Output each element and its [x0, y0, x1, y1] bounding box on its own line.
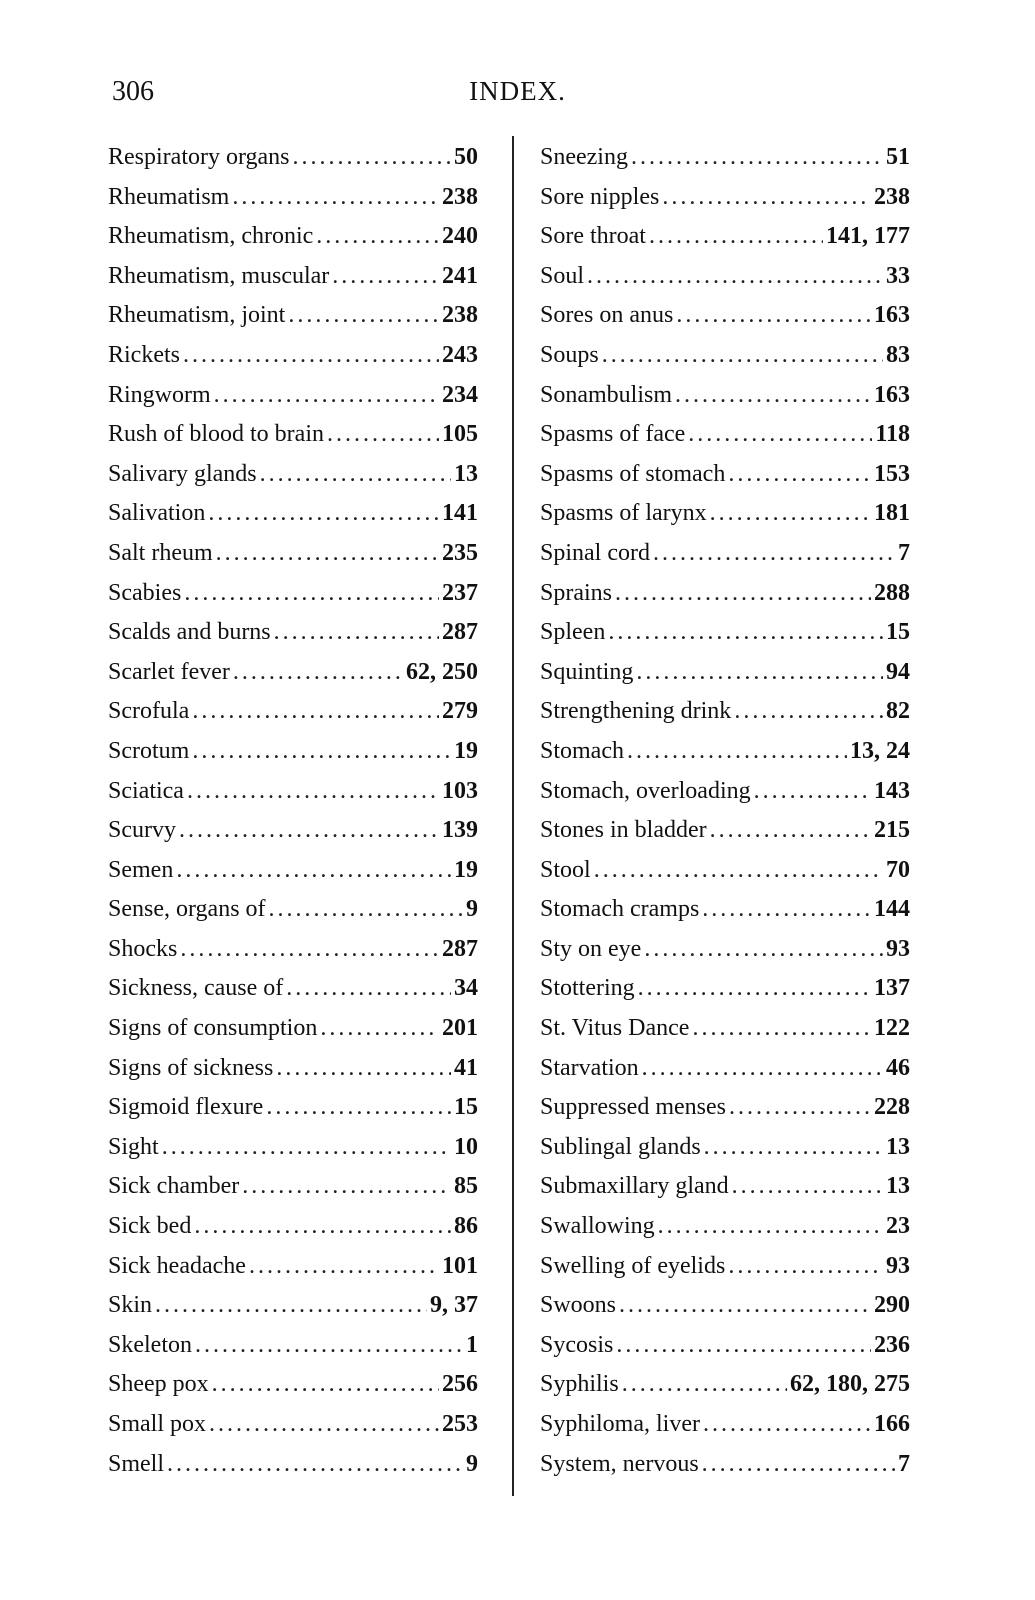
index-page-ref: 201	[442, 1015, 478, 1042]
index-page-ref: 7	[898, 539, 910, 566]
dot-leader	[702, 896, 871, 923]
dot-leader	[274, 619, 439, 646]
index-term: Sty on eye	[540, 935, 642, 962]
index-page-ref: 141, 177	[826, 223, 910, 250]
index-term: Spasms of stomach	[540, 460, 726, 487]
index-page-ref: 235	[442, 539, 478, 566]
dot-leader	[180, 936, 439, 963]
index-page-ref: 9	[466, 896, 478, 923]
dot-leader	[192, 738, 451, 765]
dot-leader	[242, 1173, 451, 1200]
index-entry	[540, 302, 910, 342]
index-entry	[540, 896, 910, 936]
dot-leader	[276, 1055, 451, 1082]
dot-leader	[327, 421, 439, 448]
index-term: Strengthening drink	[540, 698, 732, 725]
index-page-ref: 1	[466, 1331, 478, 1358]
dot-leader	[728, 461, 871, 488]
index-entry	[108, 1015, 478, 1055]
dot-leader	[653, 540, 895, 567]
index-term: Sciatica	[108, 777, 184, 804]
index-term: Sores on anus	[540, 302, 674, 329]
index-entry	[108, 698, 478, 738]
index-entry	[540, 1134, 910, 1174]
index-entry	[540, 263, 910, 303]
index-term: Sight	[108, 1133, 159, 1160]
index-entry	[108, 659, 478, 699]
index-term: Rheumatism	[108, 183, 230, 210]
index-entry	[108, 1451, 478, 1491]
index-entry	[108, 778, 478, 818]
index-term: Spasms of larynx	[540, 500, 707, 527]
index-column-left	[108, 144, 478, 1490]
index-term: Rush of blood to brain	[108, 421, 324, 448]
index-page-ref: 215	[874, 817, 910, 844]
dot-leader	[728, 1253, 883, 1280]
index-term: Sick headache	[108, 1252, 246, 1279]
index-term: Scalds and burns	[108, 619, 271, 646]
dot-leader	[587, 263, 883, 290]
dot-leader	[631, 144, 883, 171]
index-page-ref: 287	[442, 619, 478, 646]
index-term: Salt rheum	[108, 539, 213, 566]
index-entry	[540, 540, 910, 580]
index-term: Rheumatism, chronic	[108, 223, 314, 250]
index-page-ref: 33	[886, 262, 910, 289]
dot-leader	[194, 1213, 451, 1240]
dot-leader	[293, 144, 451, 171]
dot-leader	[232, 184, 439, 211]
index-page-ref: 105	[442, 421, 478, 448]
dot-leader	[732, 1173, 883, 1200]
index-page-ref: 236	[874, 1331, 910, 1358]
dot-leader	[162, 1134, 451, 1161]
dot-leader	[615, 580, 871, 607]
index-term: Skeleton	[108, 1331, 192, 1358]
index-term: Syphilis	[540, 1371, 619, 1398]
index-entry	[108, 1094, 478, 1134]
index-entry	[108, 936, 478, 976]
dot-leader	[209, 1411, 439, 1438]
index-term: Sick chamber	[108, 1173, 240, 1200]
index-entry	[540, 1371, 910, 1411]
index-term: Respiratory organs	[108, 144, 290, 170]
index-entry	[108, 619, 478, 659]
index-page-ref: 46	[886, 1054, 910, 1081]
index-page-ref: 83	[886, 341, 910, 368]
index-page-ref: 166	[874, 1411, 910, 1437]
index-entry	[540, 857, 910, 897]
index-entry	[108, 1173, 478, 1213]
index-page-ref: 103	[442, 777, 478, 804]
index-entry	[540, 1253, 910, 1293]
index-entry	[540, 1094, 910, 1134]
dot-leader	[179, 817, 439, 844]
dot-leader	[183, 342, 439, 369]
index-entry	[108, 738, 478, 778]
dot-leader	[688, 421, 872, 448]
index-page-ref: 144	[874, 896, 910, 923]
index-page-ref: 241	[442, 262, 478, 289]
index-page-ref: 85	[454, 1173, 478, 1200]
index-column-right	[540, 144, 910, 1490]
dot-leader	[212, 1371, 439, 1398]
index-page-ref: 137	[874, 975, 910, 1002]
index-term: Sheep pox	[108, 1371, 209, 1398]
index-page-ref: 51	[886, 144, 910, 170]
index-entry	[540, 421, 910, 461]
index-term: Ringworm	[108, 381, 211, 408]
dot-leader	[710, 817, 871, 844]
index-term: Signs of sickness	[108, 1054, 274, 1081]
index-entry	[540, 975, 910, 1015]
index-page-ref: 118	[875, 421, 910, 448]
index-page-ref: 181	[874, 500, 910, 527]
index-page-ref: 279	[442, 698, 478, 725]
index-entry	[108, 1055, 478, 1095]
index-term: Scrotum	[108, 737, 190, 764]
index-page-ref: 19	[454, 737, 478, 764]
dot-leader	[216, 540, 439, 567]
index-page-ref: 94	[886, 658, 910, 685]
index-term: Salivation	[108, 500, 206, 527]
index-term: Submaxillary gland	[540, 1173, 729, 1200]
index-term: Stomach cramps	[540, 896, 700, 923]
index-entry	[540, 580, 910, 620]
dot-leader	[608, 619, 883, 646]
index-term: Spasms of face	[540, 421, 686, 448]
index-term: Sick bed	[108, 1213, 192, 1240]
index-page-ref: 13	[886, 1173, 910, 1200]
index-page-ref: 243	[442, 341, 478, 368]
index-term: Semen	[108, 856, 174, 883]
index-entry	[108, 817, 478, 857]
index-term: Squinting	[540, 658, 634, 685]
index-page-ref: 13, 24	[850, 737, 910, 764]
index-term: Sneezing	[540, 144, 628, 170]
index-page-ref: 9, 37	[430, 1292, 478, 1319]
index-term: Starvation	[540, 1054, 639, 1081]
dot-leader	[702, 1451, 895, 1478]
dot-leader	[627, 738, 847, 765]
index-page-ref: 10	[454, 1133, 478, 1160]
dot-leader	[594, 857, 883, 884]
index-term: Sublingal glands	[540, 1133, 701, 1160]
index-entry	[540, 659, 910, 699]
index-term: Stottering	[540, 975, 635, 1002]
index-page-ref: 290	[874, 1292, 910, 1319]
index-entry	[540, 936, 910, 976]
index-page-ref: 153	[874, 460, 910, 487]
index-term: Syphiloma, liver	[540, 1411, 700, 1437]
index-term: Sense, organs of	[108, 896, 266, 923]
index-term: Stones in bladder	[540, 817, 707, 844]
dot-leader	[602, 342, 883, 369]
index-page-ref: 62, 250	[406, 658, 478, 685]
page-number: 306	[112, 76, 154, 107]
index-entry	[540, 817, 910, 857]
dot-leader	[616, 1332, 871, 1359]
index-term: Skin	[108, 1292, 153, 1319]
index-entry	[108, 580, 478, 620]
dot-leader	[269, 896, 463, 923]
index-entry	[108, 461, 478, 501]
index-term: Swallowing	[540, 1213, 655, 1240]
index-entry	[108, 500, 478, 540]
column-divider	[512, 136, 514, 1496]
dot-leader	[332, 263, 439, 290]
dot-leader	[249, 1253, 439, 1280]
dot-leader	[192, 698, 439, 725]
index-entry	[540, 500, 910, 540]
index-entry	[108, 1411, 478, 1451]
index-term: Small pox	[108, 1411, 207, 1437]
index-page-ref: 139	[442, 817, 478, 844]
dot-leader	[214, 382, 439, 409]
dot-leader	[316, 223, 439, 250]
index-page-ref: 237	[442, 579, 478, 606]
index-page-ref: 7	[898, 1450, 910, 1477]
index-term: Rickets	[108, 341, 180, 368]
page-title: INDEX.	[469, 76, 566, 106]
index-entry	[108, 223, 478, 263]
index-page-ref: 288	[874, 579, 910, 606]
index-page-ref: 50	[454, 144, 478, 170]
index-term: Scarlet fever	[108, 658, 230, 685]
index-term: Swoons	[540, 1292, 617, 1319]
index-term: Rheumatism, muscular	[108, 262, 330, 289]
dot-leader	[167, 1451, 463, 1478]
index-entry	[108, 896, 478, 936]
index-term: Sprains	[540, 579, 612, 606]
dot-leader	[208, 500, 439, 527]
index-page-ref: 13	[886, 1133, 910, 1160]
index-entry	[108, 1134, 478, 1174]
index-page-ref: 101	[442, 1252, 478, 1279]
dot-leader	[644, 936, 883, 963]
index-page-ref: 93	[886, 935, 910, 962]
index-entry	[540, 342, 910, 382]
index-page-ref: 253	[442, 1411, 478, 1437]
index-page-ref: 9	[466, 1450, 478, 1477]
dot-leader	[176, 857, 451, 884]
dot-leader	[704, 1134, 883, 1161]
index-term: Swelling of eyelids	[540, 1252, 726, 1279]
index-page-ref: 15	[454, 1094, 478, 1121]
index-term: Suppressed menses	[540, 1094, 726, 1121]
dot-leader	[184, 580, 439, 607]
dot-leader	[266, 1094, 451, 1121]
index-page-ref: 256	[442, 1371, 478, 1398]
index-entry	[540, 144, 910, 184]
index-entry	[540, 184, 910, 224]
dot-leader	[658, 1213, 883, 1240]
index-entry	[108, 263, 478, 303]
dot-leader	[288, 302, 439, 329]
index-page-ref: 70	[886, 856, 910, 883]
index-entry	[108, 975, 478, 1015]
index-entry	[108, 382, 478, 422]
index-entry	[108, 540, 478, 580]
index-term: Sonambulism	[540, 381, 673, 408]
dot-leader	[260, 461, 451, 488]
dot-leader	[642, 1055, 883, 1082]
index-term: Sycosis	[540, 1331, 614, 1358]
dot-leader	[754, 778, 871, 805]
index-page-ref: 122	[874, 1015, 910, 1042]
index-entry	[108, 1332, 478, 1372]
index-entry	[540, 738, 910, 778]
index-entry	[540, 1411, 910, 1451]
index-term: Sore throat	[540, 223, 646, 250]
index-entry	[540, 461, 910, 501]
index-page-ref: 287	[442, 935, 478, 962]
index-term: Salivary glands	[108, 460, 257, 487]
dot-leader	[187, 778, 439, 805]
index-entry	[540, 1015, 910, 1055]
index-page-ref: 143	[874, 777, 910, 804]
index-entry	[108, 302, 478, 342]
index-term: Sickness, cause of	[108, 975, 284, 1002]
index-page-ref: 86	[454, 1213, 478, 1240]
index-term: Shocks	[108, 935, 178, 962]
index-entry	[540, 1173, 910, 1213]
dot-leader	[710, 500, 871, 527]
index-term: Sigmoid flexure	[108, 1094, 264, 1121]
dot-leader	[692, 1015, 871, 1042]
index-entry	[540, 1332, 910, 1372]
index-page-ref: 41	[454, 1054, 478, 1081]
index-entry	[540, 1292, 910, 1332]
dot-leader	[662, 184, 871, 211]
index-term: Sore nipples	[540, 183, 660, 210]
index-entry	[540, 698, 910, 738]
index-page-ref: 19	[454, 856, 478, 883]
index-entry	[108, 144, 478, 184]
index-term: Stomach	[540, 737, 624, 764]
index-page-ref: 234	[442, 381, 478, 408]
index-page-ref: 62, 180, 275	[790, 1371, 910, 1398]
index-term: Soul	[540, 262, 585, 289]
dot-leader	[622, 1371, 787, 1398]
dot-leader	[619, 1292, 871, 1319]
index-term: Scurvy	[108, 817, 176, 844]
index-page-ref: 15	[886, 619, 910, 646]
index-entry	[108, 184, 478, 224]
index-term: Stomach, overloading	[540, 777, 751, 804]
index-term: Rheumatism, joint	[108, 302, 286, 329]
dot-leader	[729, 1094, 871, 1121]
index-entry	[108, 342, 478, 382]
index-page-ref: 34	[454, 975, 478, 1002]
index-term: Spinal cord	[540, 539, 650, 566]
dot-leader	[636, 659, 883, 686]
index-entry	[540, 619, 910, 659]
index-page-ref: 13	[454, 460, 478, 487]
index-page-ref: 163	[874, 381, 910, 408]
dot-leader	[638, 975, 871, 1002]
index-page-ref: 240	[442, 223, 478, 250]
dot-leader	[233, 659, 403, 686]
dot-leader	[649, 223, 823, 250]
index-term: Signs of consumption	[108, 1015, 318, 1042]
index-entry	[540, 1055, 910, 1095]
index-entry	[540, 778, 910, 818]
dot-leader	[320, 1015, 439, 1042]
index-entry	[108, 421, 478, 461]
index-term: Stool	[540, 856, 591, 883]
dot-leader	[675, 382, 871, 409]
index-page-ref: 228	[874, 1094, 910, 1121]
dot-leader	[703, 1411, 871, 1438]
dot-leader	[155, 1292, 427, 1319]
index-entry	[540, 382, 910, 422]
index-page-ref: 141	[442, 500, 478, 527]
index-term: Scrofula	[108, 698, 190, 725]
index-term: Smell	[108, 1450, 165, 1477]
index-term: St. Vitus Dance	[540, 1015, 690, 1042]
dot-leader	[734, 698, 883, 725]
index-entry	[108, 1253, 478, 1293]
dot-leader	[195, 1332, 463, 1359]
index-page-ref: 238	[442, 183, 478, 210]
index-term: Spleen	[540, 619, 606, 646]
index-entry	[540, 1213, 910, 1253]
index-term: Scabies	[108, 579, 182, 606]
index-page-ref: 93	[886, 1252, 910, 1279]
dot-leader	[286, 975, 451, 1002]
index-entry	[108, 857, 478, 897]
dot-leader	[676, 302, 871, 329]
index-entry	[108, 1292, 478, 1332]
index-page-ref: 23	[886, 1213, 910, 1240]
index-entry	[540, 1451, 910, 1491]
index-entry	[108, 1371, 478, 1411]
index-page-ref: 163	[874, 302, 910, 329]
index-page-ref: 238	[442, 302, 478, 329]
index-term: Soups	[540, 341, 599, 368]
index-page-ref: 238	[874, 183, 910, 210]
index-entry	[540, 223, 910, 263]
index-page-ref: 82	[886, 698, 910, 725]
index-entry	[108, 1213, 478, 1253]
index-term: System, nervous	[540, 1450, 699, 1477]
